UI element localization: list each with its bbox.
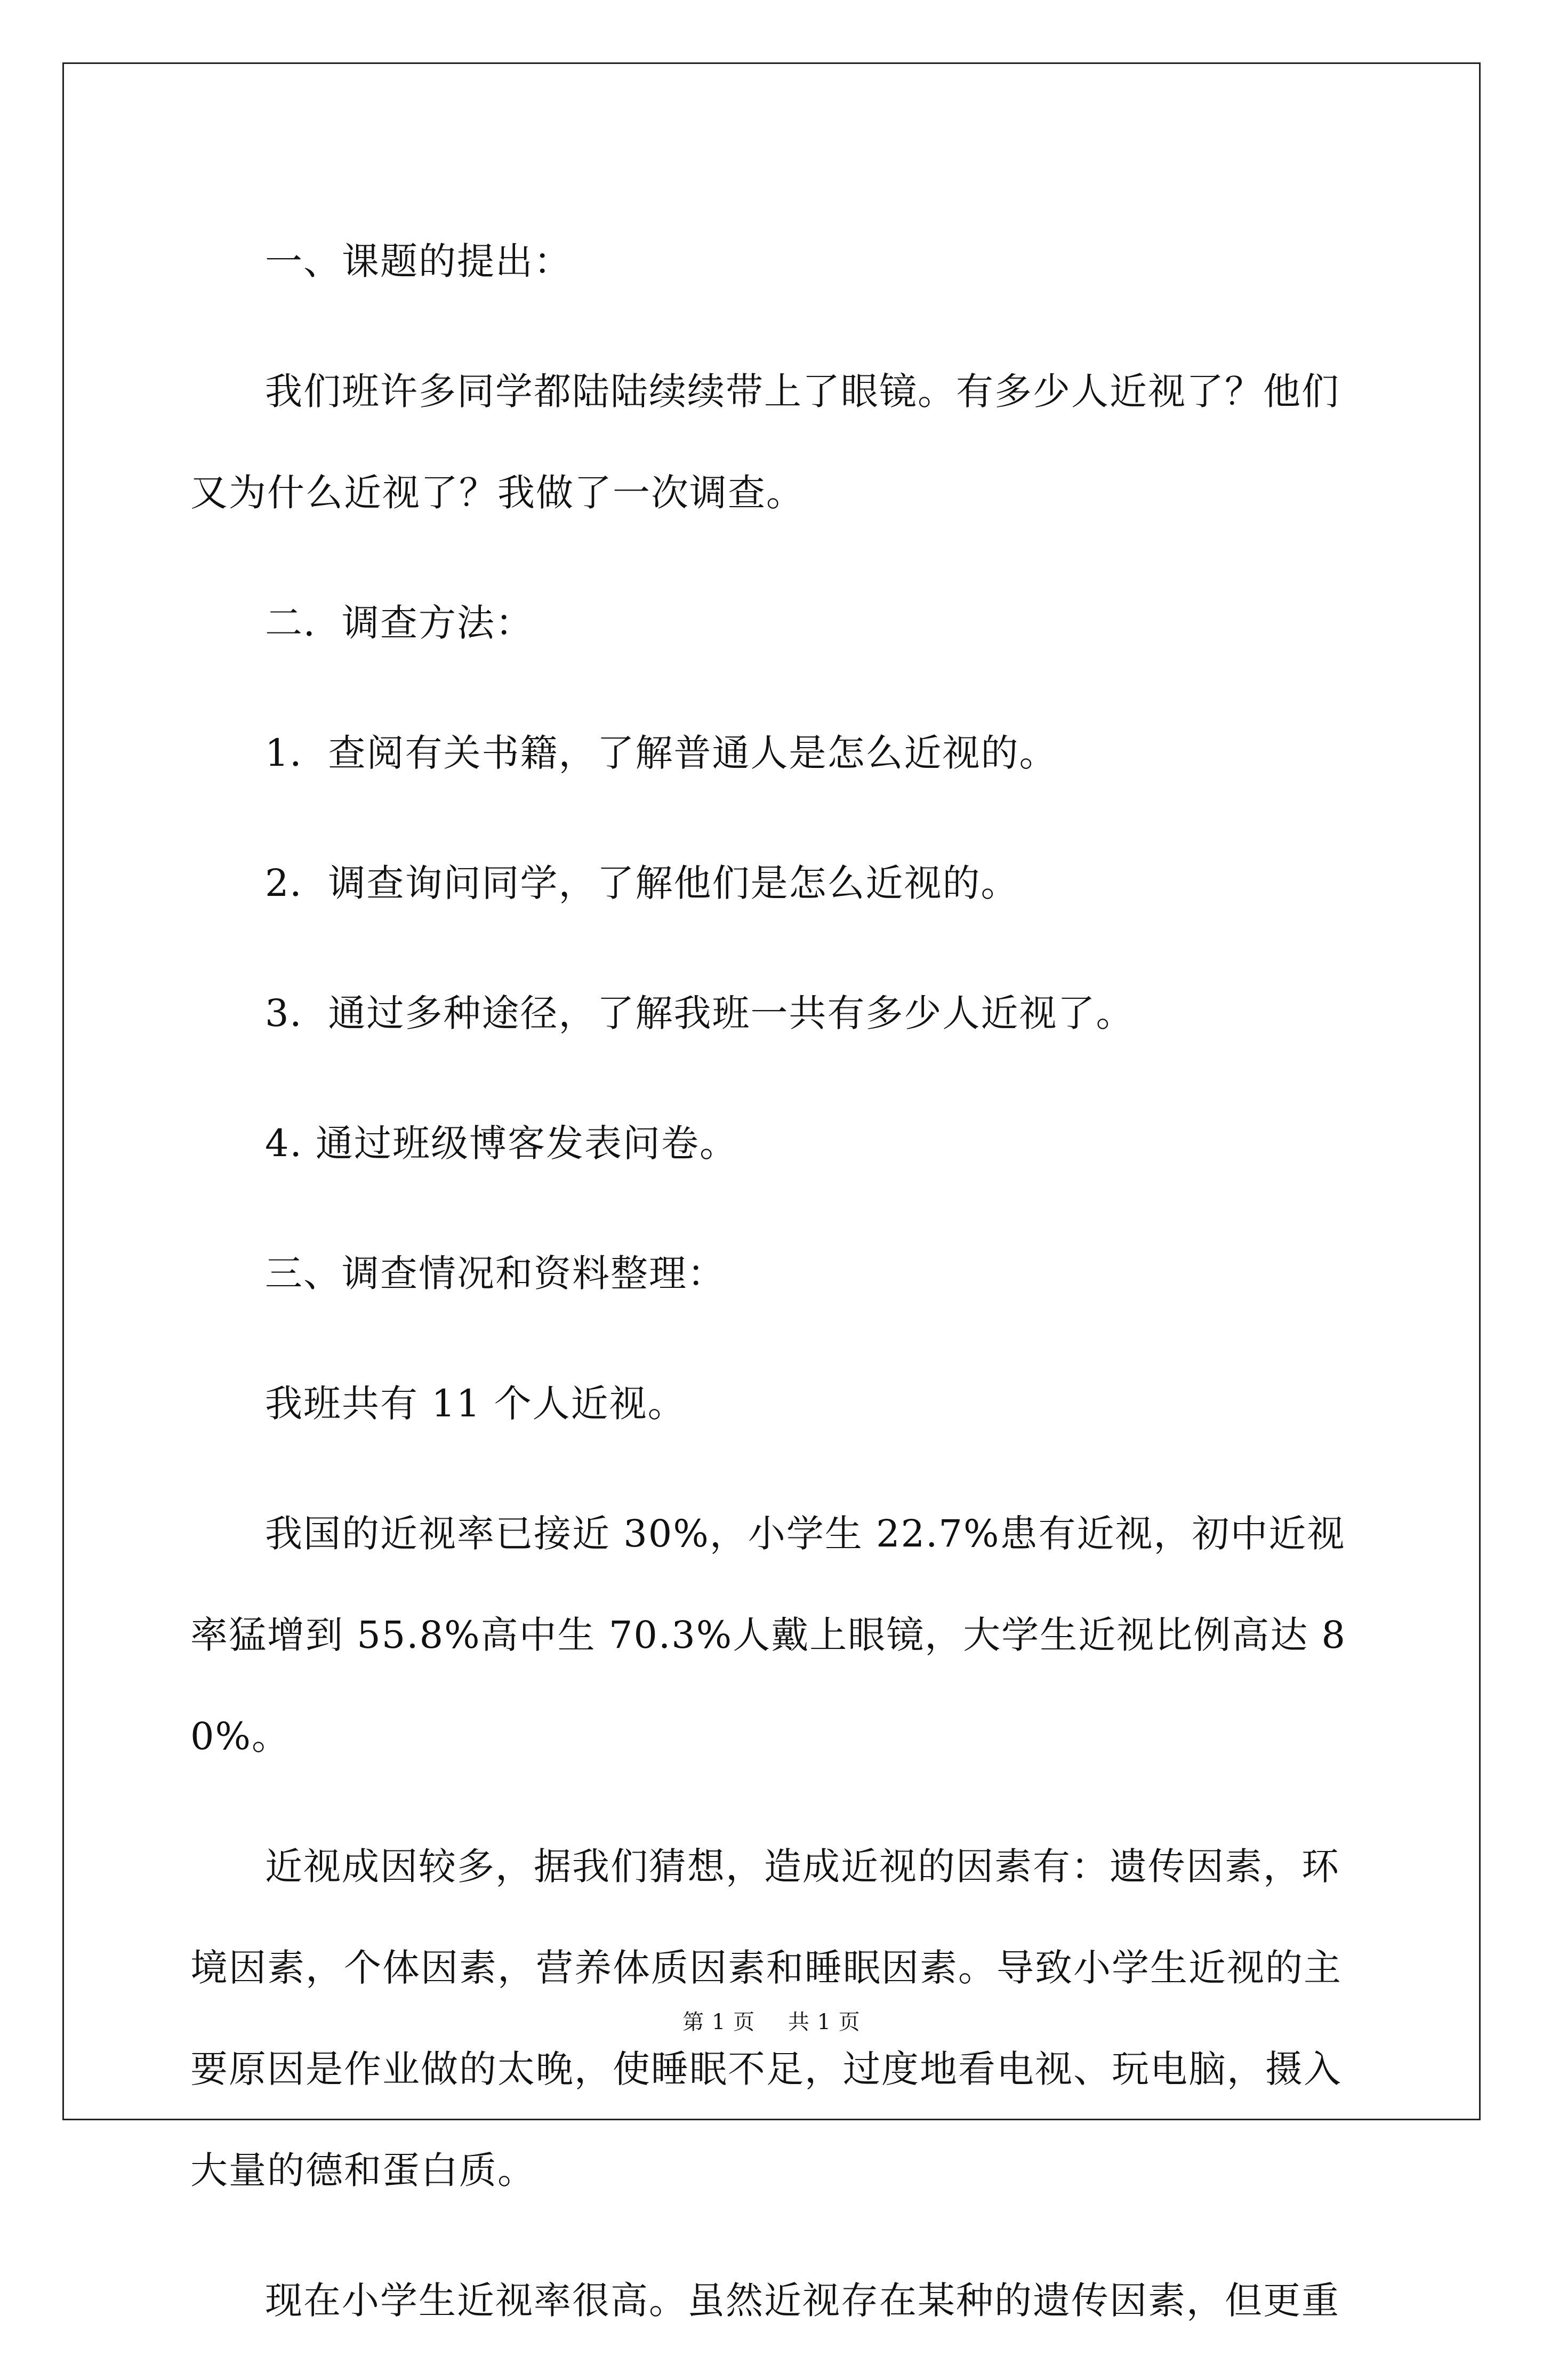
- method-item-1: 1．查阅有关书籍，了解普通人是怎么近视的。: [265, 731, 1058, 775]
- heading-findings: 三、调查情况和资料整理：: [265, 1252, 726, 1295]
- page-total: 共 1 页: [787, 2010, 861, 2034]
- method-item-3: 3．通过多种途径，了解我班一共有多少人近视了。: [265, 991, 1135, 1035]
- method-item-2: 2．调查询问同学，了解他们是怎么近视的。: [265, 861, 1019, 905]
- paragraph-intro: 我们班许多同学都陆陆续续带上了眼镜。有多少人近视了？他们又为什么近视了？我做了一次调查。: [190, 370, 1340, 515]
- paragraph-causes: 近视成因较多，据我们猜想，造成近视的因素有：遗传因素，环境因素，个体因素，营养体质因素和睡眠因素。导致小学生近视的主要原因是作业做的太晚，使睡眠不足，过度地看电视、玩电脑，摄入大量的德和蛋白质。: [190, 1845, 1342, 2192]
- paragraph-national-rates: 我国的近视率已接近 30%，小学生 22.7%患有近视，初中近视率猛增到 55.8%高中生 70.3%人戴上眼镜，大学生近视比例高达 80%。: [190, 1512, 1347, 1758]
- page-number: 第 1 页: [682, 2010, 756, 2034]
- paragraph-current: 现在小学生近视率很高。虽然近视存在某种的遗传因素，但更重: [265, 2279, 1340, 2322]
- document-body: [190, 211, 1358, 2380]
- paragraph-class-count: 我班共有 11 个人近视。: [265, 1382, 686, 1425]
- page-footer: [0, 2005, 1543, 2036]
- method-item-4: 4. 通过班级博客发表问卷。: [265, 1121, 738, 1165]
- heading-topic: 一、课题的提出：: [265, 239, 572, 283]
- heading-method: 二．调查方法：: [265, 601, 534, 645]
